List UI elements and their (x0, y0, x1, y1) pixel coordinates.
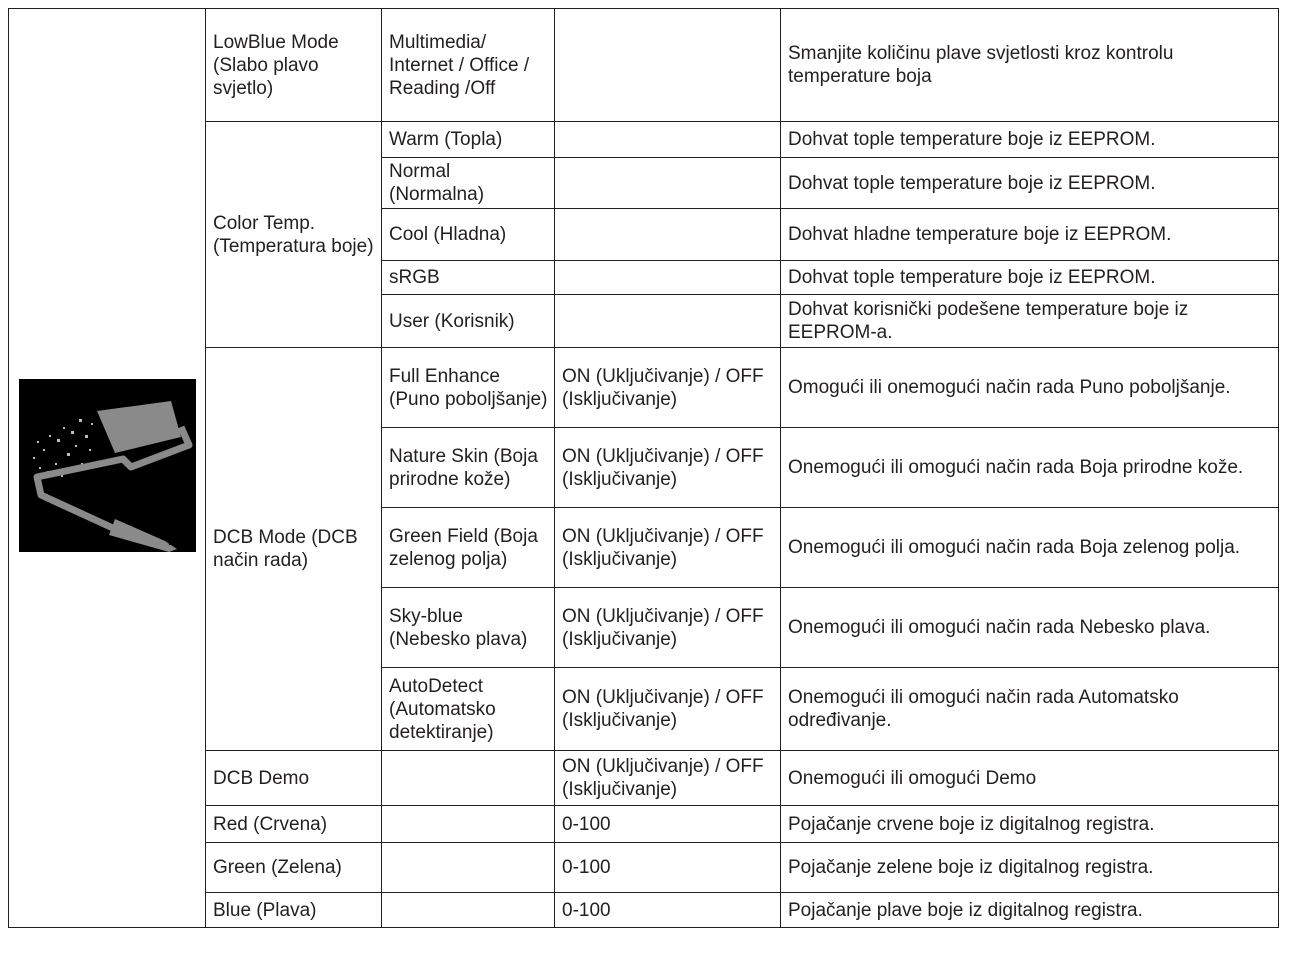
green-value: 0-100 (555, 843, 781, 893)
colortemp-item: Color Temp. (Temperatura boje) (206, 122, 382, 348)
lowblue-item: LowBlue Mode (Slabo plavo svjetlo) (206, 9, 382, 122)
colortemp-description: Dohvat hladne temperature boje iz EEPROM. (781, 209, 1279, 261)
red-value: 0-100 (555, 806, 781, 843)
lowblue-description: Smanjite količinu plave svjetlosti kroz kontrolu temperature boja (781, 9, 1279, 122)
colortemp-description: Dohvat korisnički podešene temperature boje iz EEPROM-a. (781, 295, 1279, 348)
colortemp-description: Dohvat tople temperature boje iz EEPROM. (781, 261, 1279, 295)
dcbmode-value: ON (Uključivanje) / OFF (Isključivanje) (555, 348, 781, 428)
red-item: Red (Crvena) (206, 806, 382, 843)
colortemp-value (555, 158, 781, 209)
table-row (9, 9, 1279, 122)
colortemp-description: Dohvat tople temperature boje iz EEPROM. (781, 158, 1279, 209)
blue-item: Blue (Plava) (206, 893, 382, 928)
osd-settings-table (8, 8, 1279, 928)
dcbdemo-item: DCB Demo (206, 751, 382, 806)
dcbmode-description: Onemogući ili omogući način rada Boja prirodne kože. (781, 428, 1279, 508)
dcbmode-option: Sky-blue (Nebesko plava) (382, 588, 555, 668)
colortemp-value (555, 295, 781, 348)
green-description: Pojačanje zelene boje iz digitalnog registra. (781, 843, 1279, 893)
colortemp-option: sRGB (382, 261, 555, 295)
dcbdemo-value: ON (Uključivanje) / OFF (Isključivanje) (555, 751, 781, 806)
dcbmode-item: DCB Mode (DCB način rada) (206, 348, 382, 751)
dcbmode-description: Onemogući ili omogući način rada Boja zelenog polja. (781, 508, 1279, 588)
dcbmode-option: Nature Skin (Boja prirodne kože) (382, 428, 555, 508)
colortemp-value (555, 261, 781, 295)
dcbmode-value: ON (Uključivanje) / OFF (Isključivanje) (555, 508, 781, 588)
colortemp-value (555, 209, 781, 261)
colortemp-option: Normal (Normalna) (382, 158, 555, 209)
blue-description: Pojačanje plave boje iz digitalnog registra. (781, 893, 1279, 928)
paint-roller-icon (19, 379, 196, 552)
blue-option (382, 893, 555, 928)
dcbmode-value: ON (Uključivanje) / OFF (Isključivanje) (555, 428, 781, 508)
dcbmode-option: Full Enhance (Puno poboljšanje) (382, 348, 555, 428)
dcbmode-value: ON (Uključivanje) / OFF (Isključivanje) (555, 588, 781, 668)
blue-value: 0-100 (555, 893, 781, 928)
lowblue-value (555, 9, 781, 122)
colortemp-description: Dohvat tople temperature boje iz EEPROM. (781, 122, 1279, 158)
colortemp-option: Cool (Hladna) (382, 209, 555, 261)
dcbdemo-option (382, 751, 555, 806)
colortemp-value (555, 122, 781, 158)
colortemp-option: User (Korisnik) (382, 295, 555, 348)
lowblue-option: Multimedia/ Internet / Office / Reading /Off (382, 9, 555, 122)
dcbmode-description: Onemogući ili omogući način rada Nebesko plava. (781, 588, 1279, 668)
red-option (382, 806, 555, 843)
dcbmode-option: AutoDetect (Automatsko detektiranje) (382, 668, 555, 751)
green-item: Green (Zelena) (206, 843, 382, 893)
colortemp-option: Warm (Topla) (382, 122, 555, 158)
dcbmode-value: ON (Uključivanje) / OFF (Isključivanje) (555, 668, 781, 751)
dcbmode-description: Omogući ili onemogući način rada Puno poboljšanje. (781, 348, 1279, 428)
green-option (382, 843, 555, 893)
dcbdemo-description: Onemogući ili omogući Demo (781, 751, 1279, 806)
dcbmode-option: Green Field (Boja zelenog polja) (382, 508, 555, 588)
icon-cell (9, 9, 206, 928)
red-description: Pojačanje crvene boje iz digitalnog registra. (781, 806, 1279, 843)
dcbmode-description: Onemogući ili omogući način rada Automatsko određivanje. (781, 668, 1279, 751)
